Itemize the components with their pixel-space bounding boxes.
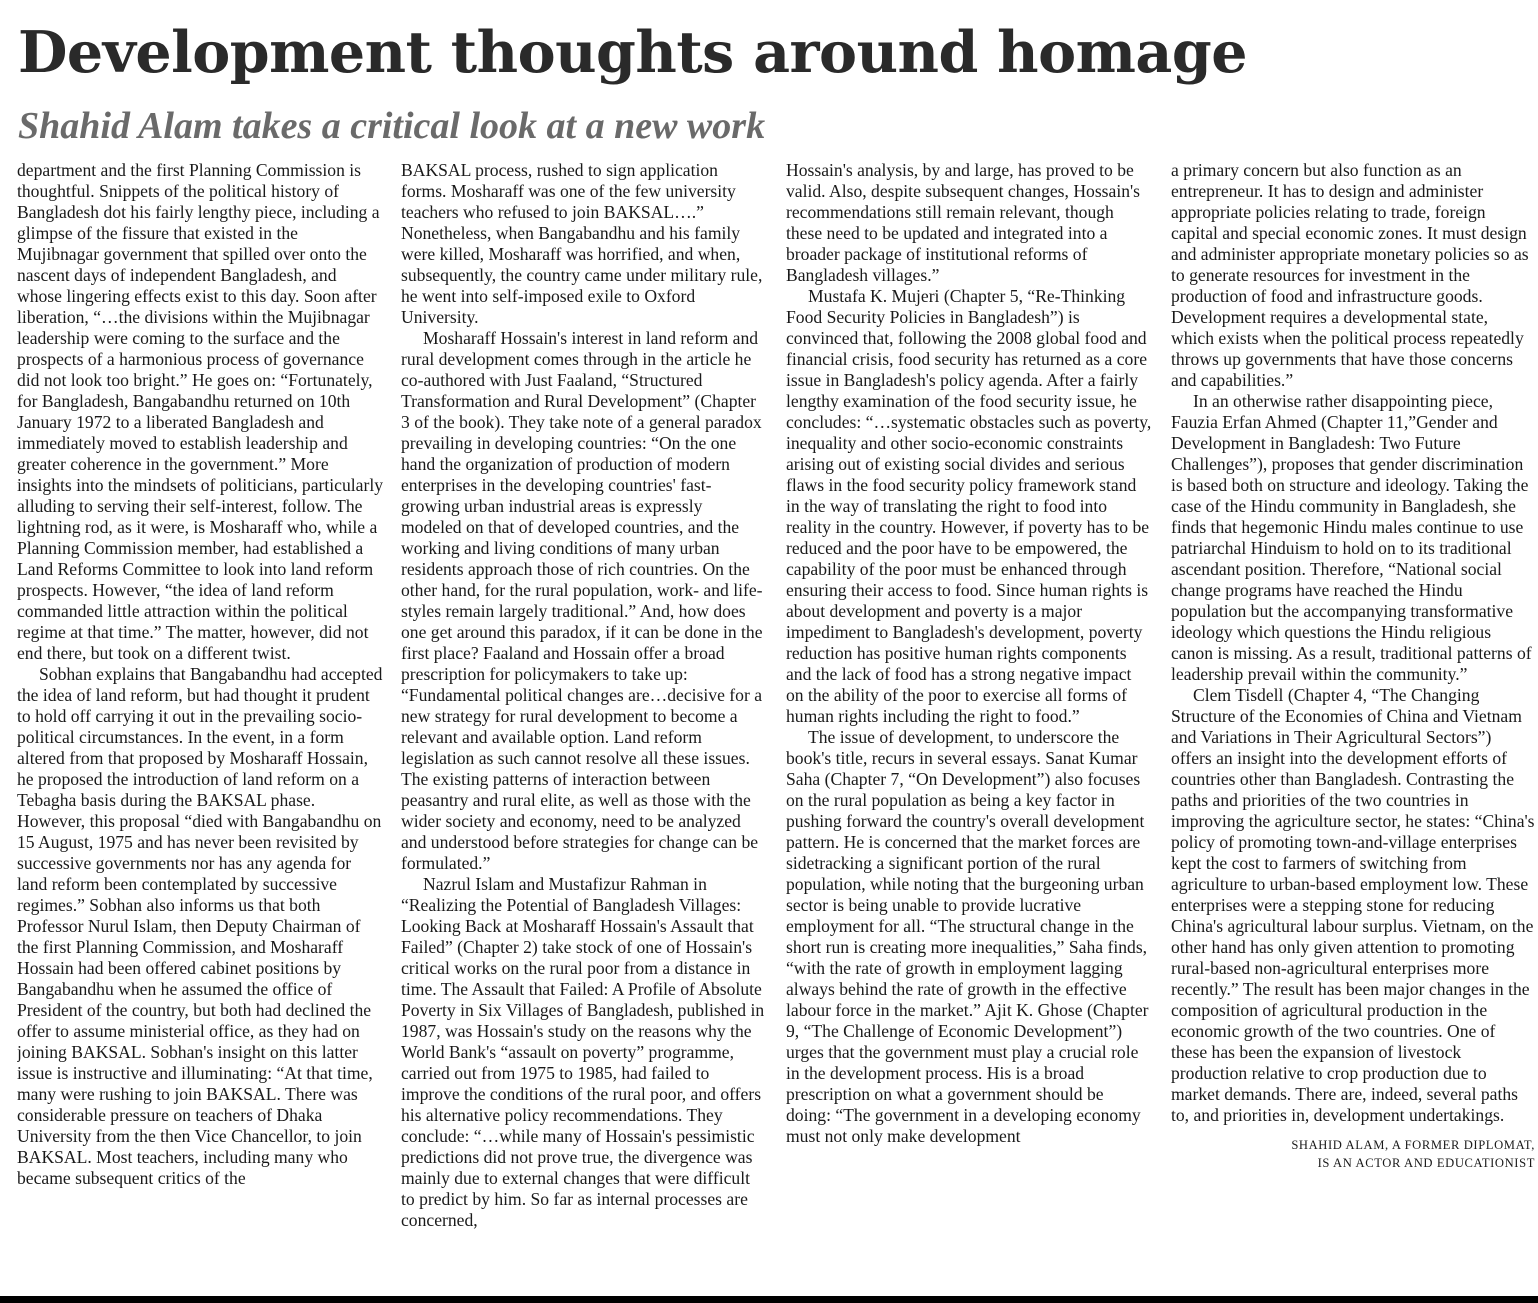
subheadline: Shahid Alam takes a critical look at a new work [18, 105, 766, 147]
bottom-rule [0, 1296, 1538, 1303]
paragraph: department and the first Planning Commission is thoughtful. Snippets of the political history of Bangladesh dot his fairly lengthy piece, including a glimpse of the fissure that existed in the Mujibnagar government that spilled over onto the nascent days of independent Bangladesh, and whose lingering effects exist to this day. Soon after liberation, “…the divisions within the Mujibnagar leadership were coming to the surface and the prospects of a harmonious process of governance did not look too bright.” He goes on: “Fortunately, for Bangladesh, Bangabandhu returned on 10th January 1972 to a liberated Bangladesh and immediately moved to establish leadership and greater coherence in the government.” More insights into the mindsets of politicians, particularly alluding to serving their self-interest, follow. The lightning rod, as it were, is Mosharaff who, while a Planning Commission member, had established a Land Reforms Committee to look into land reform prospects. However, “the idea of land reform commanded little attraction within the political regime at that time.” The matter, however, did not end there, but took on a different twist. [17, 160, 383, 663]
paragraph: Hossain's analysis, by and large, has proved to be valid. Also, despite subsequent changes, Hossain's recommendations still remain relevant, though these need to be updated and integrated into a broader package of institutional reforms of Bangladesh villages.” [786, 160, 1141, 285]
article-column-3 [786, 160, 1152, 1296]
paragraph: BAKSAL process, rushed to sign application forms. Mosharaff was one of the few university teachers who refused to join BAKSAL….” Nonetheless, when Bangabandhu and his family were killed, Mosharaff was horrified, and when, subsequently, the country came under military rule, he went into self-imposed exile to Oxford University. [401, 160, 763, 327]
paragraph: Nazrul Islam and Mustafizur Rahman in “Realizing the Potential of Bangladesh Villages: Looking Back at Mosharaff Hossain's Assault that Failed” (Chapter 2) take stock of one of Hossain's critical works on the rural poor from a distance in time. The Assault that Failed: A Profile of Absolute Poverty in Six Villages of Bangladesh, published in 1987, was Hossain's study on the reasons why the World Bank's “assault on poverty” programme, carried out from 1975 to 1985, had failed to improve the conditions of the rural poor, and offers his alternative policy recommendations. They conclude: “…while many of Hossain's pessimistic predictions did not prove true, the divergence was mainly due to external changes that were difficult to predict by him. So far as internal processes are concerned, [401, 874, 765, 1230]
paragraph: Clem Tisdell (Chapter 4, “The Changing Structure of the Economies of China and Vietnam and Variations in Their Agricultural Sectors”) offers an insight into the development efforts of countries other than Bangladesh. Contrasting the paths and priorities of the two countries in improving the agriculture sector, he states: “China's policy of promoting town-and-village enterprises kept the cost to farmers of switching from agriculture to urban-based employment low. These enterprises were a stepping stone for reducing China's agricultural labour surplus. Vietnam, on the other hand has only given attention to promoting rural-based non-agricultural enterprises more recently.” The result has been major changes in the composition of agricultural production in the economic growth of the two countries. One of these has been the expansion of livestock production relative to crop production due to market demands. There are, indeed, several paths to, and priorities in, development undertakings. [1171, 685, 1535, 1125]
author-byline [1171, 1136, 1535, 1172]
headline: Development thoughts around homage [18, 19, 1247, 86]
paragraph: Mosharaff Hossain's interest in land reform and rural development comes through in the article he co-authored with Just Faaland, “Structured Transformation and Rural Development” (Chapter 3 of the book). They take note of a general paradox prevailing in developing countries: “On the one hand the organization of production of modern enterprises in the developing countries' fast-growing urban industrial areas is expressly modeled on that of developed countries, and the working and living conditions of many urban residents approach those of rich countries. On the other hand, for the rural population, work- and life-styles remain largely traditional.” And, how does one get around this paradox, if it can be done in the first place? Faaland and Hossain offer a broad prescription for policymakers to take up: “Fundamental political changes are…decisive for a new strategy for rural development to become a relevant and available option. Land reform legislation as such cannot resolve all these issues. The existing patterns of interaction between peasantry and rural elite, as well as those with the wider society and economy, need to be analyzed and understood before strategies for change can be formulated.” [401, 328, 763, 873]
paragraph: Sobhan explains that Bangabandhu had accepted the idea of land reform, but had thought it prudent to hold off carrying it out in the prevailing socio-political circumstances. In the event, in a form altered from that proposed by Mosharaff Hossain, he proposed the introduction of land reform on a Tebagha basis during the BAKSAL phase. However, this proposal “died with Bangabandhu on 15 August, 1975 and has never been revisited by successive governments nor has any agenda for land reform been contemplated by successive regimes.” Sobhan also informs us that both Professor Nurul Islam, then Deputy Chairman of the first Planning Commission, and Mosharaff Hossain had been offered cabinet positions by Bangabandhu when he assumed the office of President of the country, but both had declined the offer to assume ministerial office, as they had on joining BAKSAL. Sobhan's insight on this latter issue is instructive and illuminating: “At that time, many were rushing to join BAKSAL. There was considerable pressure on teachers of Dhaka University from the then Vice Chancellor, to join BAKSAL. Most teachers, including many who became subsequent critics of the [17, 664, 383, 1188]
article-column-2 [401, 160, 767, 1296]
byline-line: IS AN ACTOR AND EDUCATIONIST [1317, 1156, 1535, 1170]
paragraph: Mustafa K. Mujeri (Chapter 5, “Re-Thinking Food Security Policies in Bangladesh”) is convinced that, following the 2008 global food and financial crisis, food security has returned as a core issue in Bangladesh's policy agenda. After a fairly lengthy examination of the food security issue, he concludes: “…systematic obstacles such as poverty, inequality and other socio-economic constraints arising out of existing social divides and serious flaws in the food security policy framework stand in the way of translating the right to food into reality in the country. However, if poverty has to be reduced and the poor have to be empowered, the capability of the poor must be enhanced through ensuring their access to food. Since human rights is about development and poverty is a major impediment to Bangladesh's development, poverty reduction has positive human rights components and the lack of food has a strong negative impact on the ability of the poor to exercise all forms of human rights including the right to food.” [786, 286, 1152, 726]
article-column-1 [17, 160, 383, 1296]
byline-line: SHAHID ALAM, A FORMER DIPLOMAT, [1291, 1138, 1535, 1152]
article-column-4 [1171, 160, 1535, 1296]
paragraph: a primary concern but also function as an entrepreneur. It has to design and administer appropriate policies relating to trade, foreign capital and special economic zones. It must design and administer appropriate monetary policies so as to generate resources for investment in the production of food and infrastructure goods. Development requires a developmental state, which exists when the political process repeatedly throws up governments that have those concerns and capabilities.” [1171, 160, 1529, 390]
paragraph: In an otherwise rather disappointing piece, Fauzia Erfan Ahmed (Chapter 11,”Gender and Development in Bangladesh: Two Future Challenges”), proposes that gender discrimination is based both on structure and ideology. Taking the case of the Hindu community in Bangladesh, she finds that hegemonic Hindu males continue to use patriarchal Hinduism to hold on to its traditional ascendant position. Therefore, “National social change programs have reached the Hindu population but the accompanying transformative ideology which questions the Hindu religious canon is missing. As a result, traditional patterns of leadership prevail within the community.” [1171, 391, 1532, 684]
paragraph: The issue of development, to underscore the book's title, recurs in several essays. Sanat Kumar Saha (Chapter 7, “On Development”) also focuses on the rural population as being a key factor in pushing forward the country's overall development pattern. He is concerned that the market forces are sidetracking a significant portion of the rural population, while noting that the burgeoning urban sector is being unable to provide lucrative employment for all. “The structural change in the short run is creating more inequalities,” Saha finds, “with the rate of growth in employment lagging always behind the rate of growth in the effective labour force in the market.” Ajit K. Ghose (Chapter 9, “The Challenge of Economic Development”) urges that the government must play a crucial role in the development process. His is a broad prescription on what a government should be doing: “The government in a developing economy must not only make development [786, 727, 1149, 1146]
